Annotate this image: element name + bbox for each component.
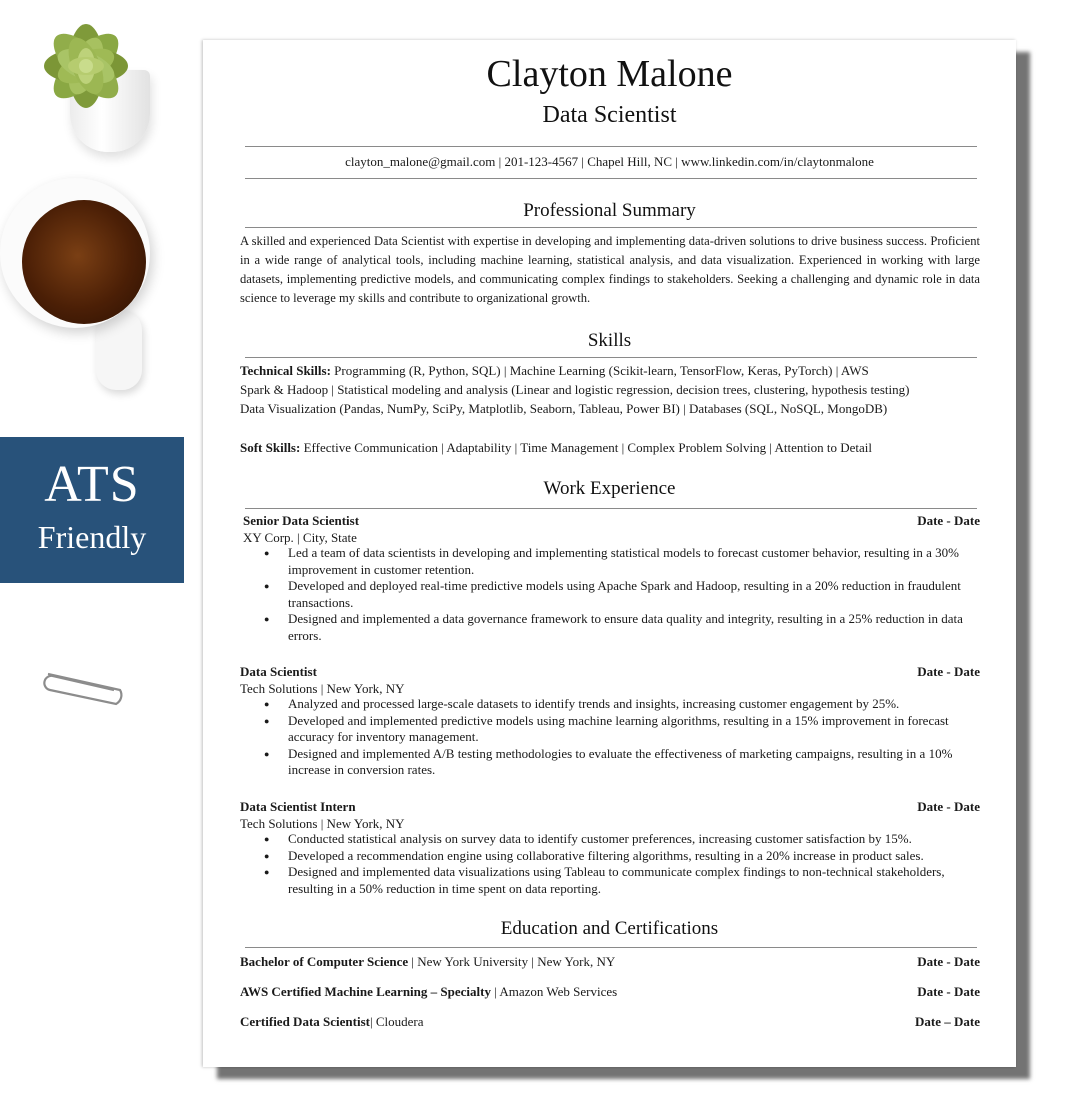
job-bullet-list [261, 696, 983, 779]
job-title: Senior Data Scientist [243, 513, 360, 528]
soft-skills-text: Effective Communication | Adaptability | Time Management | Complex Problem Solving | Attention to Detail [300, 440, 872, 455]
soft-skills-label: Soft Skills: [240, 440, 301, 455]
work-divider [245, 508, 977, 509]
education-detail: | Amazon Web Services [490, 984, 618, 999]
education-entry [240, 982, 985, 1001]
ats-friendly-badge [0, 437, 184, 583]
education-title: Bachelor of Computer Science [240, 954, 409, 969]
education-divider [245, 947, 977, 948]
paperclip-icon [36, 666, 136, 710]
education-date: Date - Date [917, 954, 980, 969]
badge-title: ATS [44, 456, 140, 513]
header-divider-bottom [245, 178, 977, 179]
summary-divider [245, 227, 977, 228]
job-bullet-list [261, 545, 983, 645]
succulent-plant-image [24, 10, 148, 128]
education-heading: Education and Certifications [500, 918, 719, 939]
technical-skills-line-2: Spark & Hadoop | Statistical modeling and analysis (Linear and logistic regression, decision trees, clustering, hypothesis testing) [240, 382, 910, 397]
job-date: Date - Date [917, 799, 980, 814]
job-date: Date - Date [917, 664, 980, 679]
job-title: Data Scientist Intern [240, 799, 356, 814]
work-heading: Work Experience [543, 478, 676, 499]
education-title: AWS Certified Machine Learning – Specialty [240, 984, 491, 999]
summary-text: A skilled and experienced Data Scientist with expertise in developing and implementing data-driven solutions to drive business success. Proficient in a wide range of analytical tools, including machine learning, statistical analysis, and data visualization. Experienced in working with large datasets, implementing predictive models, and communicating complex findings to stakeholders. Seeking a challenging and dynamic role in data science to leverage my skills and contribute to organizational growth. [240, 234, 980, 305]
job-bullet: ● Developed and implemented predictive models using machine learning algorithms, resulting in a 15% improvement in forecast accuracy for inventory management. [261, 713, 983, 746]
job-title: Data Scientist [240, 664, 317, 679]
summary-heading: Professional Summary [523, 200, 696, 221]
job-bullet-list [261, 831, 983, 897]
job-bullet: ● Designed and implemented data visualizations using Tableau to communicate complex findings to non-technical stakeholders, resulting in a 50% reduction in time spent on data reporting. [261, 864, 983, 897]
candidate-name: Clayton Malone [486, 53, 733, 95]
badge-subtitle: Friendly [37, 519, 147, 555]
skills-divider [245, 357, 977, 358]
resume-page [203, 40, 1016, 1067]
skills-heading: Skills [587, 330, 632, 351]
education-title: Certified Data Scientist [240, 1014, 370, 1029]
technical-skills-line-1 [240, 361, 985, 380]
job-bullet: ● Led a team of data scientists in developing and implementing statistical models to forecast customer behavior, resulting in a 30% improvement in customer retention. [261, 545, 983, 578]
header-divider-top [245, 146, 977, 147]
candidate-role: Data Scientist [542, 102, 677, 128]
education-entry [240, 952, 985, 971]
job-bullet: ● Conducted statistical analysis on survey data to identify customer preferences, increasing customer satisfaction by 15%. [261, 831, 983, 848]
contact-line: clayton_malone@gmail.com | 201-123-4567 | Chapel Hill, NC | www.linkedin.com/in/claytonmalone [345, 154, 874, 169]
soft-skills-line [240, 438, 985, 457]
technical-skills-line-3: Data Visualization (Pandas, NumPy, SciPy, Matplotlib, Seaborn, Tableau, Power BI) | Databases (SQL, NoSQL, MongoDB) [240, 401, 888, 416]
job-bullet: ● Developed and deployed real-time predictive models using Apache Spark and Hadoop, resulting in a 20% reduction in fraudulent transactions. [261, 578, 983, 611]
education-entry [240, 1012, 985, 1031]
coffee-surface [22, 200, 146, 324]
technical-skills-label: Technical Skills: [240, 363, 331, 378]
job-bullet: ● Analyzed and processed large-scale datasets to identify trends and insights, increasing customer engagement by 25%. [261, 696, 983, 713]
job-company: Tech Solutions | New York, NY [240, 816, 405, 831]
job-company: XY Corp. | City, State [243, 530, 357, 545]
technical-skills-text-1: Programming (R, Python, SQL) | Machine Learning (Scikit-learn, TensorFlow, Keras, PyTorch) | AWS [330, 363, 869, 378]
job-bullet: ● Developed a recommendation engine using collaborative filtering algorithms, resulting in a 20% increase in product sales. [261, 848, 983, 865]
education-detail: | New York University | New York, NY [408, 954, 616, 969]
job-bullet: ● Designed and implemented a data governance framework to ensure data quality and integrity, resulting in a 25% reduction in data errors. [261, 611, 983, 644]
job-bullet: ● Designed and implemented A/B testing methodologies to evaluate the effectiveness of marketing campaigns, resulting in a 10% increase in conversion rates. [261, 746, 983, 779]
education-date: Date – Date [915, 1014, 980, 1029]
job-company: Tech Solutions | New York, NY [240, 681, 405, 696]
job-date: Date - Date [917, 513, 980, 528]
education-date: Date - Date [917, 984, 980, 999]
education-detail: | Cloudera [369, 1014, 424, 1029]
